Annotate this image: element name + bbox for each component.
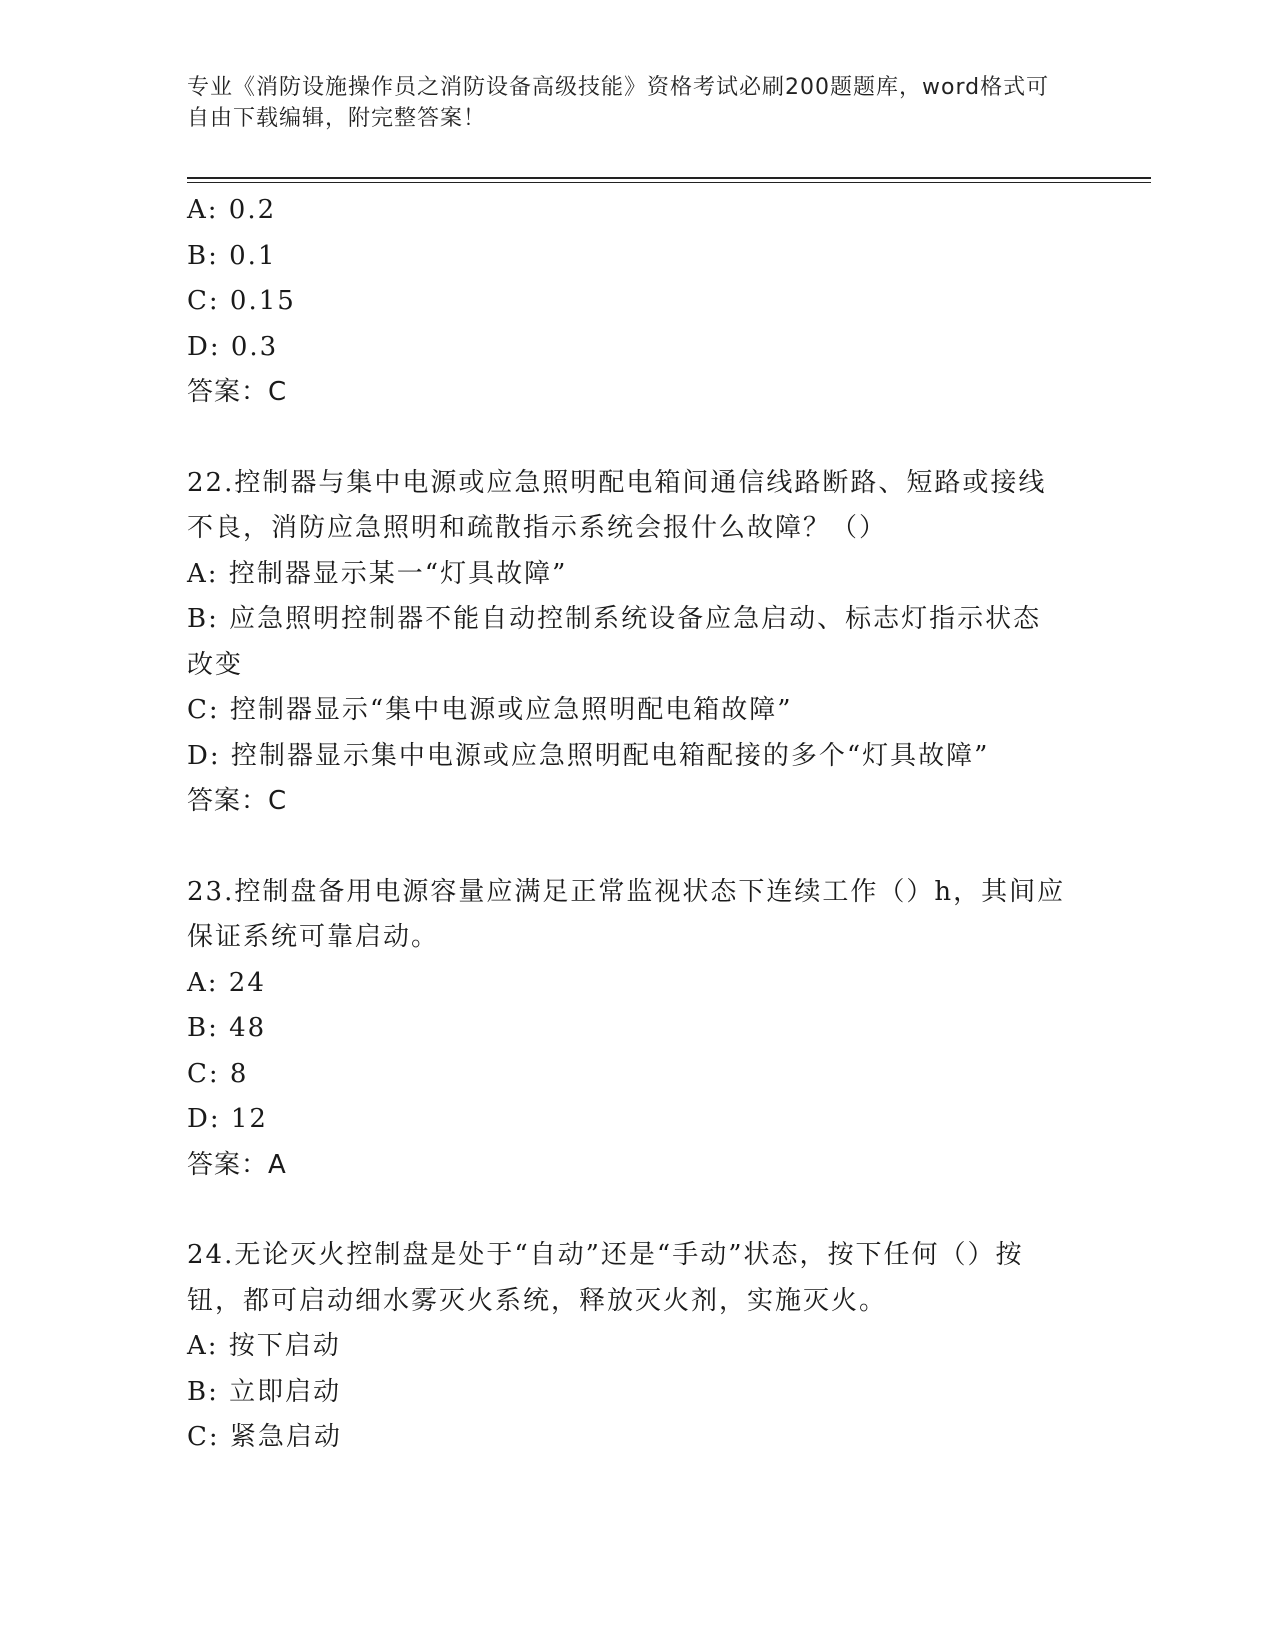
option-c: C: 0.15 xyxy=(187,286,296,316)
header-divider-thick xyxy=(187,177,1151,179)
question-text: 24.无论灭火控制盘是处于“自动”还是“手动”状态，按下任何（）按钮，都可启动细水雾灭火系统，释放灭火剂，实施灭火。 xyxy=(187,1240,1024,1316)
option-b: B: 48 xyxy=(187,1013,267,1043)
question-24 xyxy=(187,1233,1087,1461)
header-divider-thin xyxy=(187,182,1151,183)
answer: 答案：C xyxy=(187,377,288,407)
option-a: A: 0.2 xyxy=(187,195,277,225)
question-23 xyxy=(187,870,1087,1189)
option-c: C: 紧急启动 xyxy=(187,1422,342,1452)
option-c: C: 8 xyxy=(187,1058,249,1089)
option-a: A: 24 xyxy=(187,967,266,998)
option-d: D: 12 xyxy=(187,1104,268,1134)
option-b: B: 立即启动 xyxy=(187,1376,342,1407)
option-a: A: 按下启动 xyxy=(187,1331,341,1361)
question-22 xyxy=(187,461,1087,825)
option-d: D: 0.3 xyxy=(187,331,279,362)
option-c: C: 控制器显示“集中电源或应急照明配电箱故障” xyxy=(187,695,793,725)
option-d: D: 控制器显示集中电源或应急照明配电箱配接的多个“灯具故障” xyxy=(187,740,990,771)
question-list xyxy=(187,188,1087,1461)
question-text: 23.控制盘备用电源容量应满足正常监视状态下连续工作（）h，其间应保证系统可靠启动。 xyxy=(187,876,1066,952)
option-a: A: 控制器显示某一“灯具故障” xyxy=(187,558,568,589)
document-header: 专业《消防设施操作员之消防设备高级技能》资格考试必刷200题题库，word格式可自由下载编辑，附完整答案！ xyxy=(187,75,1050,131)
option-b: B: 0.1 xyxy=(187,240,277,271)
question-21-continued xyxy=(187,188,1087,416)
question-text: 22.控制器与集中电源或应急照明配电箱间通信线路断路、短路或接线不良，消防应急照明和疏散指示系统会报什么故障？（） xyxy=(187,467,1047,543)
option-b: B: 应急照明控制器不能自动控制系统设备应急启动、标志灯指示状态改变 xyxy=(187,604,1042,680)
answer: 答案：A xyxy=(187,1149,287,1180)
answer: 答案：C xyxy=(187,786,288,816)
